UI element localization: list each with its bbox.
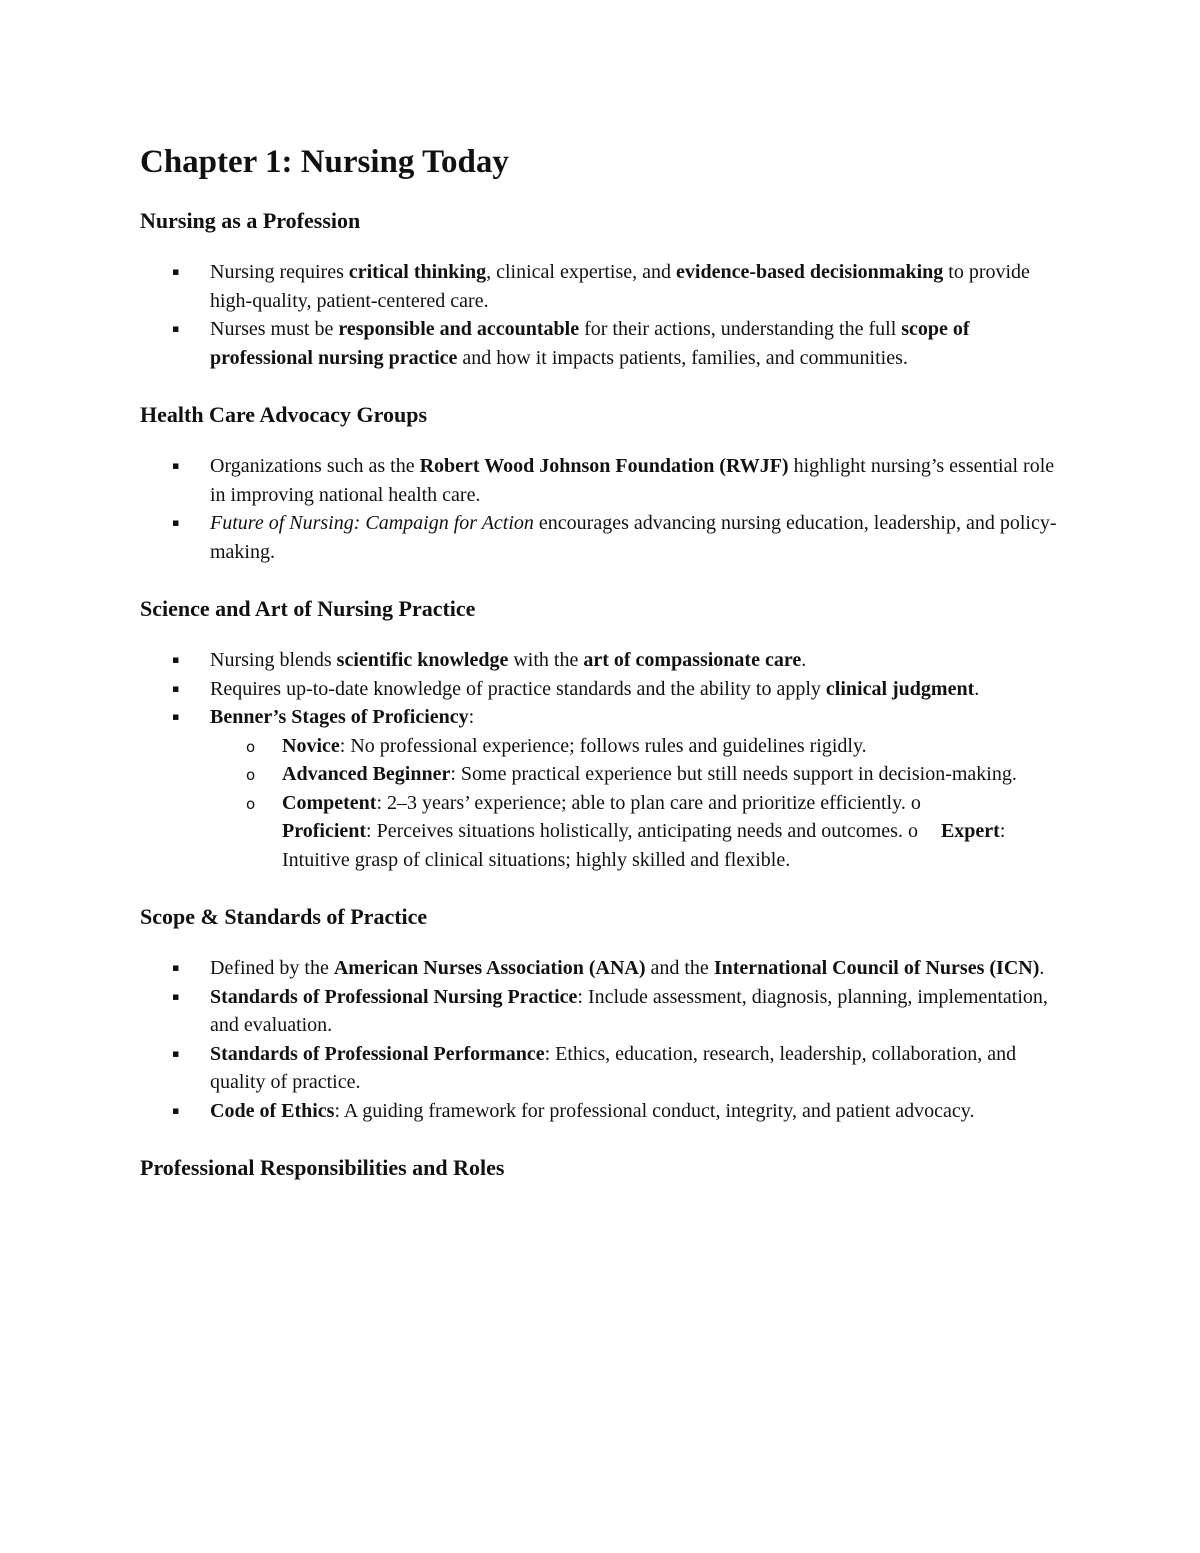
list-item: ▪ Nursing requires critical thinking, clinical expertise, and evidence-based decisionmaking to provide high-quality, patient-centered care.: [140, 258, 1060, 315]
list-item: ▪ Standards of Professional Performance: Ethics, education, research, leadership, collaboration, and quality of practice.: [140, 1040, 1060, 1097]
profession-list: [140, 258, 1060, 372]
list-item: ▪ Code of Ethics: A guiding framework for professional conduct, integrity, and patient advocacy.: [140, 1097, 1060, 1126]
list-item: ▪ Requires up-to-date knowledge of practice standards and the ability to apply clinical judgment.: [140, 675, 1060, 704]
list-item: ▪ Nurses must be responsible and accountable for their actions, understanding the full scope of professional nursing practice and how it impacts patients, families, and communities.: [140, 315, 1060, 372]
list-item-novice: o Novice: No professional experience; follows rules and guidelines rigidly.: [210, 732, 1060, 761]
benner-stages: [140, 732, 1060, 875]
list-item: ▪ Future of Nursing: Campaign for Action encourages advancing nursing education, leadership, and policy-making.: [140, 509, 1060, 566]
section-heading-scope: Scope & Standards of Practice: [140, 904, 428, 929]
list-item-competent: o Competent: 2–3 years’ experience; able to plan care and prioritize efficiently. o Proficient: Perceives situations holistically, anticipating needs and outcomes. o Expert: Intuitive grasp of clinical situations; highly skilled and flexible.: [210, 789, 1060, 875]
list-item: ▪ Defined by the American Nurses Association (ANA) and the International Council of Nurses (ICN).: [140, 954, 1060, 983]
advocacy-list: [140, 452, 1060, 566]
section-heading-advocacy: Health Care Advocacy Groups: [140, 402, 428, 427]
list-item: ▪ Organizations such as the Robert Wood Johnson Foundation (RWJF) highlight nursing’s essential role in improving national health care.: [140, 452, 1060, 509]
stages-list: [210, 732, 1060, 875]
section-heading-science: Science and Art of Nursing Practice: [140, 596, 476, 621]
scope-list: [140, 954, 1060, 1125]
list-item: ▪ Nursing blends scientific knowledge with the art of compassionate care.: [140, 646, 1060, 675]
list-item-advanced-beginner: o Advanced Beginner: Some practical experience but still needs support in decision-making.: [210, 760, 1060, 789]
section-heading-profession: Nursing as a Profession: [140, 208, 361, 233]
science-list: [140, 646, 1060, 732]
document-page: [140, 140, 1060, 1205]
section-heading-roles: Professional Responsibilities and Roles: [140, 1155, 505, 1180]
list-item: ▪ Benner’s Stages of Proficiency:: [140, 703, 1060, 732]
list-item: ▪ Standards of Professional Nursing Practice: Include assessment, diagnosis, planning, implementation, and evaluation.: [140, 983, 1060, 1040]
chapter-title: Chapter 1: Nursing Today: [140, 144, 509, 180]
